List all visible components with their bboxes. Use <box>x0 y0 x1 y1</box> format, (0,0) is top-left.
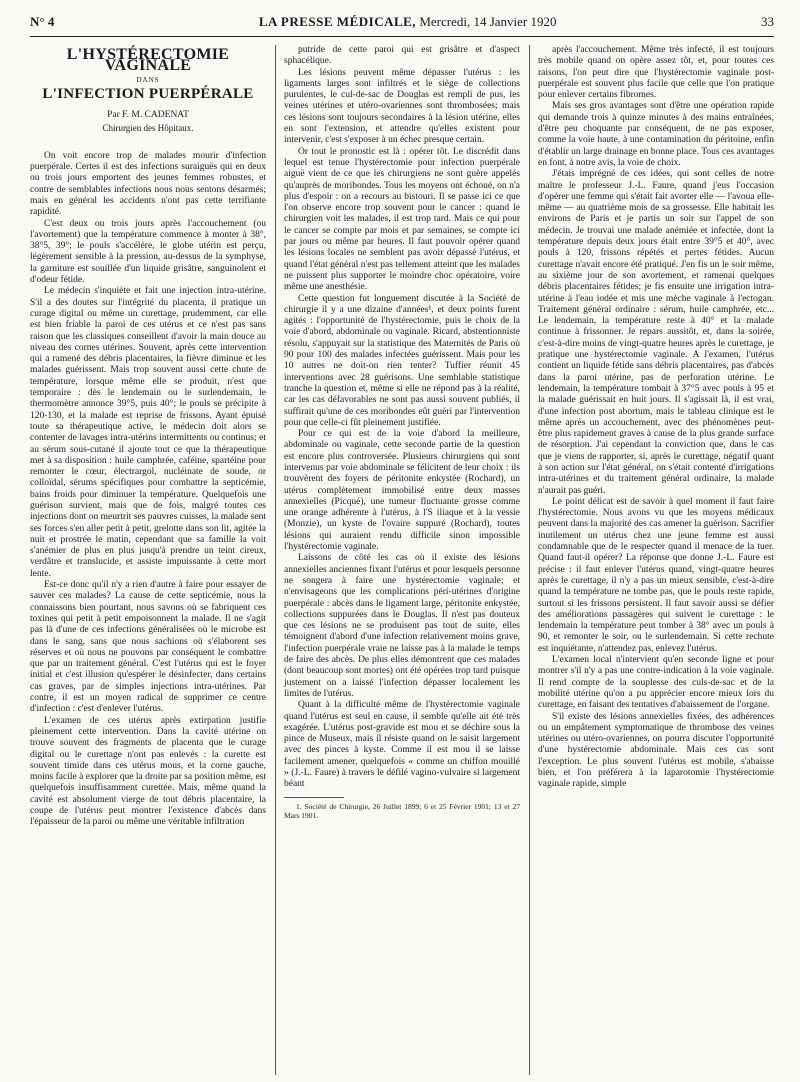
paragraph: Les lésions peuvent même dépasser l'utérus : les ligaments larges sont infiltrés et le siège de collections purulentes, le cul-de-sac de Douglas est rempli de pus, les veines utérines et utéro-ovariennes sont thrombosées; mais ces lésions sont toujours secondaires à la lésion utérine, elles en sont l'extension, et attendre qu'elles existent pour intervenir, c'est s'exposer à un échec presque certain. <box>284 67 520 146</box>
author-affiliation: Chirurgien des Hôpitaux. <box>102 123 194 134</box>
paragraph: L'examen de ces utérus après extirpation justifie pleinement cette intervention. Dans la cavité utérine on trouve souvent des fragments de placenta que le curage digital ou le curettage n'ont pas enlevés : la curette est souvent timide dans ces utérus mous, et la corne gauche, moins facile à explorer que la droite par sa position même, est quelquefois insuffisamment curettée. Mais, même quand la cavité est absolument vierge de tout débris placentaire, la coupe de l'utérus peut montrer l'existence d'abcès dans l'épaisseur de la paroi ou même une véritable infiltration <box>30 715 266 828</box>
article-title: L'HYSTÉRECTOMIE VAGINALE <box>66 46 230 75</box>
article-subtitle: L'INFECTION PUERPÉRALE <box>42 85 254 102</box>
column-2-body <box>284 45 520 791</box>
paragraph: Le point délicat est de savoir à quel moment il faut faire l'hystérectomie. Nous avons vu que les moyens médicaux peuvent dans la majorité des cas amener la guérison. Sacrifier inutilement un utérus chez une jeune femme est aussi condamnable que de le respecter quand il menace de la tuer. Quand faut-il opérer? La réponse que donne J.-L. Faure est précise : il faut enlever l'utérus quand, vingt-quatre heures après le curettage, il n'y a pas un mieux sensible, c'est-à-dire quand la température ne tombe pas, que le pouls reste rapide, surtout si les frissons persistent. Il faut savoir aussi se défier des améliorations passagères qui suivent le curettage : le lendemain la température peut tomber à 38° avec un pouls à 90, et remonter le soir, ou le surlendemain. Si cette rechute est inquiétante, n'attendez pas, enlevez l'utérus. <box>538 496 774 654</box>
header-divider <box>30 36 774 37</box>
paragraph: Mais ses gros avantages sont d'être une opération rapide qui demande trois à quinze minutes à des mains entraînées, d'être peu choquante par conséquent, de ne pas exposer, comme la voie haute, à une contamination du péritoine, enfin d'établir un large drainage en bonne place. Tous ces avantages en font, à notre avis, la voie de choix. <box>538 101 774 168</box>
column-3 <box>529 45 774 1075</box>
column-1 <box>30 45 266 1075</box>
article-columns <box>30 45 774 1075</box>
issue-number: N° 4 <box>30 14 55 29</box>
paragraph: Est-ce donc qu'il n'y a rien d'autre à faire pour essayer de sauver ces malades? La cause de cette septicémie, nous la connaissons bien pourtant, nous savons où se fabriquent ces toxines qui petit à petit empoisonnent la malade. Il ne s'agit pas là d'une de ces infections généralisées où le microbe est dans le sang, sans que nous sachions où s'élaborent ses réserves et où nous ne pouvons par conséquent le combattre que par un traitement général. C'est l'utérus qui est le foyer initial et c'est illusion qu'espérer le désinfecter, dans certains cas graves, par de simples injections intra-utérines. Par contre, il est un moyen radical de supprimer ce centre d'infection : c'est d'enlever l'utérus. <box>30 580 266 715</box>
issue-date: Mercredi, 14 Janvier 1920 <box>419 14 557 29</box>
paragraph: après l'accouchement. Même très infecté, il est toujours très mobile quand on opère assez tôt, et, pour toutes ces raisons, l'on peut dire que l'hystérectomie vaginale post-puerpérale est souvent plus facile que celle que l'on pratique pour enlever certains fibromes. <box>538 45 774 101</box>
footnote: 1. Société de Chirurgie, 26 Juillet 1899; 6 et 25 Février 1901; 13 et 27 Mars 1901. <box>284 801 520 820</box>
footnote-divider <box>284 797 344 798</box>
paragraph: Or tout le pronostic est là : opérer tôt. Le discrédit dans lequel est tenue l'hystérectomie pour infection puerpérale aiguë vient de ce que les chirurgiens ne sont guère appelés qu'auprès de moribondes. Tous les moyens ont échoué, on n'a plus d'espoir : on a recours au bistouri. Il se passe ici ce que l'on observe encore trop souvent pour le cancer : quand le chirurgien voit les malades, il est trop tard. Mais ce qui pour le cancer se compte par mois et par semaines, se compte ici par jours ou même par heures. Il faut pouvoir opérer quand les lésions locales ne semblent pas avoir dépassé l'utérus, et quand l'état général n'est pas tellement atteint que les malades ne puissent plus supporter le moindre choc opératoire, voire même une anesthésie. <box>284 146 520 293</box>
paragraph: S'il existe des lésions annexielles fixées, des adhérences ou un empâtement symptomatique de thrombose des veines utérines ou utéro-ovariennes, on pourra discuter l'opportunité d'une hystérectomie abdominale. Mais ces cas sont l'exception. Le plus souvent l'utérus est mobile, s'abaisse bien, et l'on préférera à la laparotomie l'hystérectomie vaginale rapide, simple <box>538 711 774 790</box>
paragraph: On voit encore trop de malades mourir d'infection puerpérale. Certes il est des infections suraiguës qui en deux ou trois jours emportent des jeunes femmes robustes, et contre de semblables infections nous nous sentons désarmés; mais en général les accidents n'ont pas cette terrifiante rapidité. <box>30 150 266 218</box>
page-header <box>30 14 774 32</box>
journal-masthead <box>259 14 557 30</box>
paragraph: J'étais imprégné de ces idées, qui sont celles de notre maître le professeur J.-L. Faure, quand j'eus l'occasion d'opérer une femme qui s'était fait avorter elle — l'avoua elle-même — au quatrième mois de sa grossesse. Elle habitait les environs de Paris et je partis un soir sur l'appel de son médecin. Je trouvai une malade anémiée et infectée, dont la température depuis deux jours était entre 39°5 et 40°, avec pouls à 120, frissons répétés et pertes fétides. Aucun curettage n'avait encore été pratiqué. J'en fis un le soir même, au sixième jour de son avortement, et ramenai quelques débris placentaires fétides; je fis ensuite une irrigation intra-utérine à l'eau iodée et mis une mèche vaginale à l'ectogan. Traitement général ordinaire : sérum, huile camphrée, etc... Le lendemain, la température reste à 40° et la malade continue à frissonner. Je repars aussitôt, et, dans la soirée, c'est-à-dire moins de vingt-quatre heures après le curettage, je pratique une hystérectomie vaginale. A l'examen, l'utérus contient un liquide fétide sans débris placentaires, pas d'abcès dans la paroi utérine, pas de perforation utérine. Le lendemain, la température tombait à 37°5 avec pouls à 95 et la malade guérissait en huit jours. Il s'agissait là, il est vrai, d'une infection post abortum, mais le tableau clinique est le même après un accouchement, avec des phénomènes peut-être plus rapidement graves à cause de la plus grande surface de résorption. J'ai cependant la conviction que, dans le cas que je viens de rapporter, si, après le curettage, négatif quant à son action sur l'état général, on s'était contenté d'irrigations intra-utérines et du traitement général ordinaire, la malade n'aurait pas guéri. <box>538 169 774 496</box>
paragraph: Cette question fut longuement discutée à la Société de chirurgie il y a une dizaine d'années¹, et deux points furent agités : l'opportunité de l'hystérectomie, puis le choix de la voie d'abord, abdominale ou vaginale. Ricard, abstentionniste résolu, s'appuyait sur la statistique des Maternités de Paris où 90 pour 100 des malades infectées guérissent. Mais pour les 10 autres ne doit-on rien tenter? Tuffier réunit 45 interventions avec 28 guérisons. Une semblable statistique tranche la question et, même si elle ne répond pas à la réalité, car les cas défavorables ne sont pas aussi souvent publiés, il suffirait qu'une de ces moribondes eût guéri par l'intervention pour que celle-ci fût pleinement justifiée. <box>284 293 520 428</box>
journal-name: LA PRESSE MÉDICALE, <box>258 14 417 29</box>
paragraph: C'est deux ou trois jours après l'accouchement (ou l'avortement) que la température commence à monter à 38°, 38°5, 39°; le pouls s'accélère, le globe utérin est perçu, légèrement sensible à la pression, au-dessus de la symphyse, la garniture est souillée d'un liquide grisâtre, sanguinolent et d'odeur fétide. <box>30 218 266 286</box>
column-1-body <box>30 151 266 829</box>
column-3-body <box>538 45 774 791</box>
paragraph: putride de cette paroi qui est grisâtre et d'aspect sphacélique. <box>284 45 520 67</box>
article-title-connector: DANS <box>136 75 160 84</box>
article-title-block <box>30 46 266 135</box>
page-number: 33 <box>760 14 774 29</box>
paragraph: Le médecin s'inquiète et fait une injection intra-utérine. S'il a des doutes sur l'intégrité du placenta, il pratique un curage digital ou même un curettage, prudemment, car elle est bien friable la paroi de ces utérus et ce n'est pas sans raison que les classiques conseillent d'avoir la main douce au niveau des cornes utérines. Souvent, après cette intervention qui a ramené des débris placentaires, la fièvre diminue et les malades guérissent. Mais trop souvent aussi cette chute de température, lorsque même elle se produit, n'est que temporaire : dès le lendemain ou le surlendemain, le thermomètre annonce 39°5, puis 40°; le pouls se précipite à 120-130, et la malade est reprise de frissons. Ayant épuisé toute sa thérapeutique active, le médecin doit alors se contenter de lavages intra-utérins intermittents ou continus; et au sérum sous-cutané il ajoute tout ce que la thérapeutique met à sa disposition : huile camphrée, caféine, spartéine pour remonter le cœur, électrargol, nucléinate de soude, or colloïdal, sérums spécifiques pour combattre la septicémie, bains froids pour diminuer la température. Quelquefois une guérison survient, mais que de fois, malgré toutes ces injections dont on meurtrit ses pauvres cuisses, la malade sent ses forces s'en aller petit à petit, grelotte dans son lit, agitée la nuit et prostrée le matin, cependant que sa famille la voit s'anémier de plus en plus jusqu'à prendre un teint cireux, verdâtre et translucide, et assiste impuissante à cette mort lente. <box>30 286 266 579</box>
paragraph: Quant à la difficulté même de l'hystérectomie vaginale quand l'utérus est seul en cause, il semble qu'elle ait été très exagérée. L'utérus post-gravide est mou et se déchire sous la pince de Museux, mais il résiste quand on le saisit largement avec des pinces à kyste. Comme il est mou il se laisse facilement amener, quelquefois « comme un chiffon mouillé » (J.-L. Faure) à travers le défilé vagino-vulvaire si largement béant <box>284 700 520 790</box>
paragraph: L'examen local n'intervient qu'en seconde ligne et pour montrer s'il n'y a pas une contre-indication à la voie vaginale. Il rend compte de la souplesse des culs-de-sac et de la mobilité utérine qu'on a pu apprécier encore mieux lors du curettage, en faisant des tentatives d'abaissement de l'organe. <box>538 655 774 711</box>
paragraph: Pour ce qui est de la voie d'abord la meilleure, abdominale ou vaginale, cette seconde partie de la question est encore plus controversée. Plusieurs chirurgiens qui sont intervenus par voie abdominale se félicitent de leur choix : ils trouvèrent des foyers de péritonite enkystée (Rochard), un utérus complètement immobilisé entre deux masses annexielles (Picqué), une tumeur fluctuante grosse comme une orange adhérente à l'utérus, à l'S iliaque et à la vessie (Monzie), un kyste de l'ovaire suppuré (Rochard), toutes lésions qui auraient rendu difficile sinon impossible l'hystérectomie vaginale. <box>284 429 520 553</box>
paragraph: Laissons de côté les cas où il existe des lésions annexielles anciennes fixant l'utérus et pour lesquels personne ne songera à faire une hystérectomie vaginale; et n'envisageons que les complications péri-utérines d'origine puerpérale : abcès dans le ligament large, péritonite enkystée, collections suppurées dans le Douglas. Il n'est pas douteux que ces lésions ne se produisent pas tout de suite, elles témoignent d'abord d'une infection relativement moins grave, l'infection puerpérale vraie ne laisse pas à la malade le temps de faire des abcès. De plus elles démontrent que ces malades (dont beaucoup sont mortes) ont été opérées trop tard puisque justement on a laissé l'infection dépasser localement les limites de l'utérus. <box>284 553 520 699</box>
column-2 <box>275 45 520 1075</box>
article-author: Par F. M. CADENAT <box>107 110 189 121</box>
